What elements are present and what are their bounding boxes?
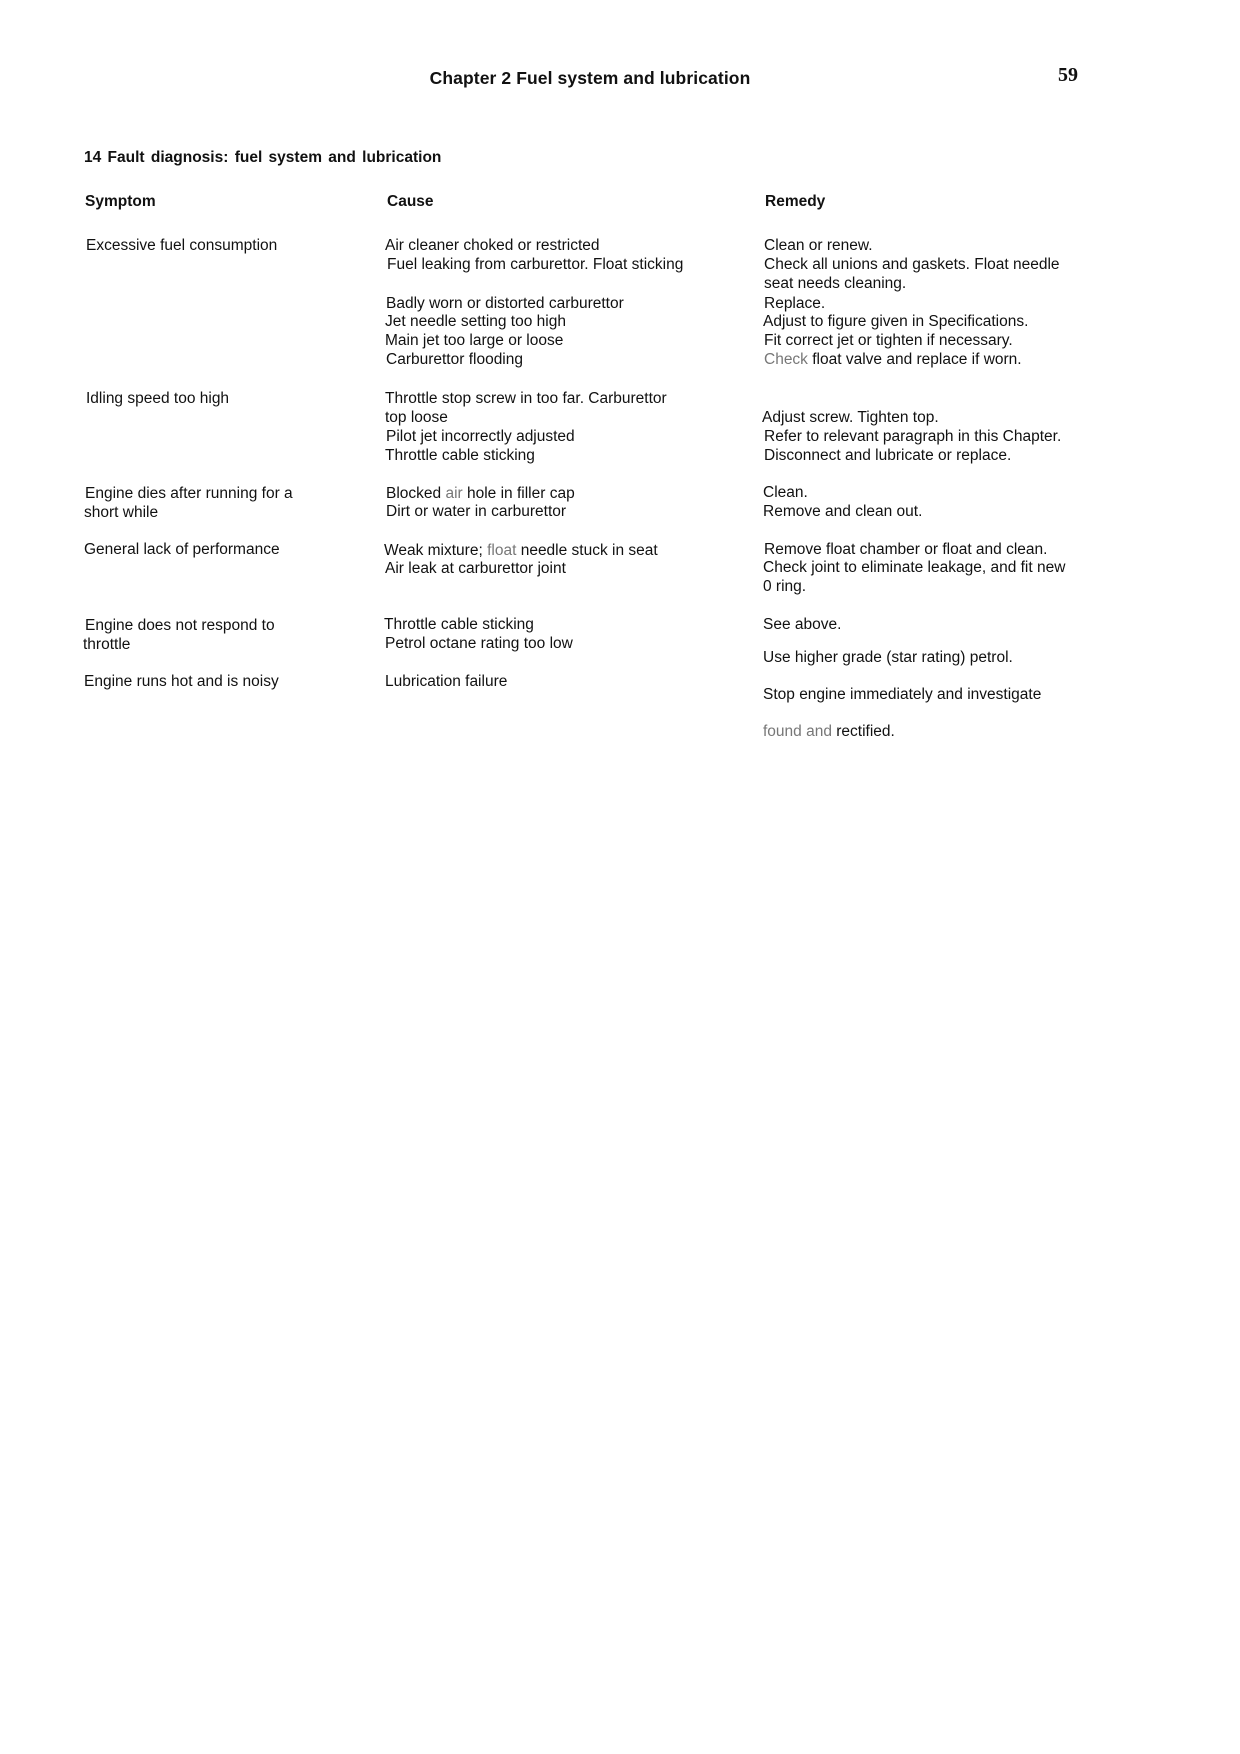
cause-text-tail: needle stuck in seat (516, 542, 658, 559)
remedy-text: Clean or renew. (764, 237, 873, 254)
column-header-remedy: Remedy (765, 193, 826, 210)
cause-text (384, 541, 658, 560)
cause-text: Throttle stop screw in too far. Carburettor (385, 390, 667, 407)
symptom-text: General lack of performance (84, 541, 280, 558)
remedy-text: Check all unions and gaskets. Float needle (764, 256, 1060, 273)
remedy-text: See above. (763, 616, 842, 633)
cause-text: top loose (385, 409, 448, 426)
faded-word: found and (763, 723, 832, 740)
section-title: 14 Fault diagnosis: fuel system and lubrication (84, 149, 442, 166)
cause-text: Main jet too large or loose (385, 332, 564, 349)
remedy-text: Clean. (763, 484, 808, 501)
faded-word: air (445, 485, 463, 502)
cause-text: Dirt or water in carburettor (386, 503, 567, 520)
cause-text: Jet needle setting too high (385, 313, 566, 330)
symptom-text: short while (84, 504, 159, 521)
remedy-text: Replace. (764, 295, 826, 312)
symptom-text: Engine does not respond to (85, 617, 275, 634)
remedy-text: 0 ring. (763, 578, 807, 595)
remedy-text: Stop engine immediately and investigate (763, 686, 1042, 703)
cause-text: Air leak at carburettor joint (385, 560, 566, 577)
cause-text: Throttle cable sticking (385, 447, 535, 464)
remedy-text: Disconnect and lubricate or replace. (764, 447, 1012, 464)
remedy-text: Remove and clean out. (763, 503, 923, 520)
symptom-text: Engine runs hot and is noisy (84, 673, 279, 690)
remedy-text: Refer to relevant paragraph in this Chapter. (764, 428, 1062, 445)
cause-text (386, 484, 575, 503)
symptom-text: Excessive fuel consumption (86, 237, 278, 254)
faded-word: float (487, 542, 517, 559)
remedy-text (763, 722, 895, 741)
remedy-text: Adjust to figure given in Specifications. (763, 313, 1029, 330)
symptom-text: Idling speed too high (86, 390, 230, 407)
remedy-text-tail: rectified. (831, 723, 895, 740)
cause-text: Air cleaner choked or restricted (385, 237, 600, 254)
remedy-text (764, 350, 1022, 369)
remedy-text: Check joint to eliminate leakage, and fit new (763, 559, 1066, 576)
remedy-text-tail: float valve and replace if worn. (807, 351, 1022, 368)
symptom-text: Engine dies after running for a (85, 485, 293, 502)
cause-text: Carburettor flooding (386, 351, 523, 368)
cause-text-tail: hole in filler cap (462, 485, 575, 502)
chapter-title: Chapter 2 Fuel system and lubrication (429, 68, 751, 88)
remedy-text: Use higher grade (star rating) petrol. (763, 649, 1013, 666)
remedy-text: Fit correct jet or tighten if necessary. (764, 332, 1013, 349)
cause-text-head: Blocked (386, 485, 446, 502)
remedy-text: seat needs cleaning. (764, 275, 907, 292)
cause-text: Lubrication failure (385, 673, 508, 690)
cause-text: Badly worn or distorted carburettor (386, 295, 624, 312)
cause-text: Pilot jet incorrectly adjusted (386, 428, 575, 445)
page-number: 59 (1058, 64, 1078, 86)
remedy-text: Remove float chamber or float and clean. (764, 541, 1048, 558)
remedy-text: Adjust screw. Tighten top. (762, 409, 939, 426)
faded-word: Check (764, 351, 808, 368)
cause-text: Fuel leaking from carburettor. Float sticking (387, 256, 684, 273)
symptom-text: throttle (83, 636, 131, 653)
column-header-symptom: Symptom (85, 193, 156, 210)
cause-text-head: Weak mixture; (384, 542, 488, 559)
cause-text: Petrol octane rating too low (385, 635, 573, 652)
cause-text: Throttle cable sticking (384, 616, 534, 633)
column-header-cause: Cause (387, 193, 434, 210)
